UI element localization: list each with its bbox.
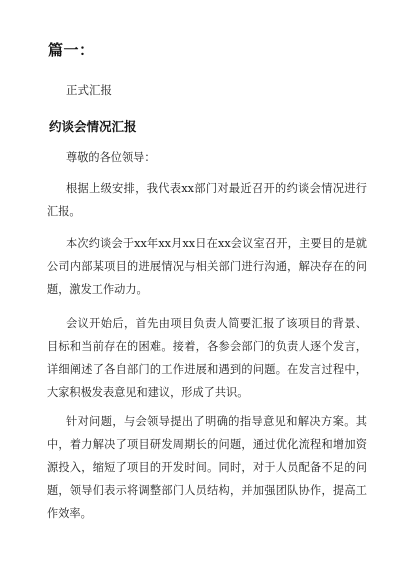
document-subtitle: 正式汇报 [66, 83, 112, 97]
paragraph-1: 根据上级安排，我代表xx部门对最近召开的约谈会情况进行汇报。 [47, 182, 367, 218]
section-title: 篇一： [48, 41, 95, 59]
paragraph-4: 针对问题，与会领导提出了明确的指导意见和解决方案。其中，着力解决了项目研发周期长的问题，通过优化流程和增加资源投入，缩短了项目的开发时间。同时，对于人员配备不足的问题，领导们表示将调整部门人员结构，并加强团队协作，提高工作效率。 [47, 415, 367, 520]
report-heading: 约谈会情况汇报 [49, 119, 137, 134]
paragraph-3: 会议开始后，首先由项目负责人简要汇报了该项目的背景、目标和当前存在的困难。接着，各参会部门的负责人逐个发言，详细阐述了各自部门的工作进展和遇到的问题。在发言过程中，大家积极发表意见和建议，形成了共识。 [47, 317, 367, 399]
greeting: 尊敬的各位领导： [66, 151, 156, 164]
paragraph-2: 本次约谈会于xx年xx月xx日在xx会议室召开，主要目的是就公司内部某项目的进展情况与相关部门进行沟通，解决存在的问题，激发工作动力。 [47, 237, 367, 296]
